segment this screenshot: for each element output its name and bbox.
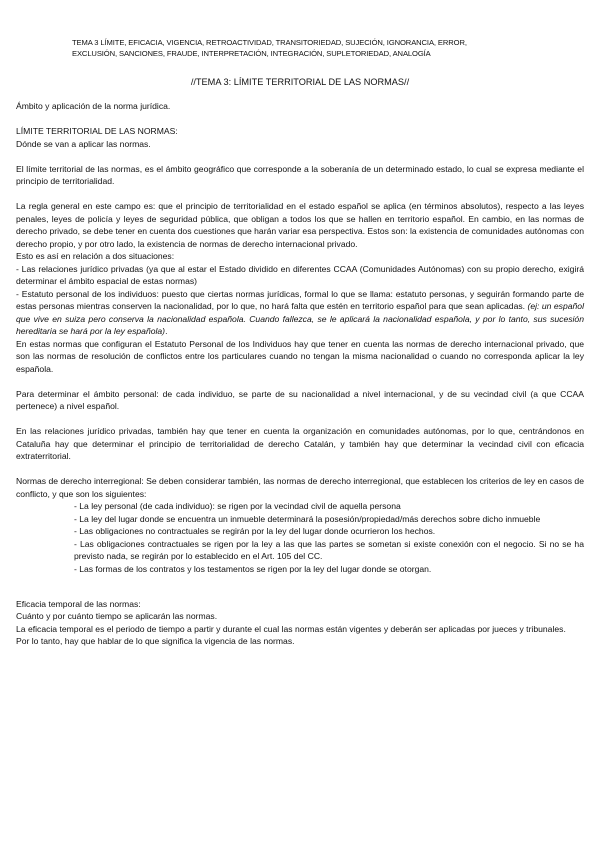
eficacia-paragraph: La eficacia temporal es el periodo de tiempo a partir y durante el cual las normas están vigentes y deberán ser aplicadas por jueces y tribunales. (16, 623, 566, 634)
document-body (16, 100, 584, 648)
vigencia-paragraph: Por lo tanto, hay que hablar de lo que significa la vigencia de las normas. (16, 636, 295, 646)
limite-subheading: Dónde se van a aplicar las normas. (16, 138, 151, 149)
eficacia-heading: Eficacia temporal de las normas: (16, 598, 141, 609)
topics-header (72, 37, 542, 59)
topics-line-1: TEMA 3 LÍMITE, EFICACIA, VIGENCIA, RETROACTIVIDAD, TRANSITORIEDAD, SUJECIÓN, IGNORANCIA, ERROR, (72, 38, 467, 47)
criteria-list (16, 500, 584, 575)
ambito-paragraph: Ámbito y aplicación de la norma jurídica. (16, 101, 171, 111)
regla-paragraph: La regla general en este campo es: que el principio de territorialidad en el estado español se aplica (en términos absolutos), respecto a las leyes penales, leyes de policía y leyes de seguridad pública, que obligan a todos los que se hallen en territorio español. En cambio, en las normas de derecho privado, se debe tener en cuenta dos cuestiones que harán variar esa perspectiva. Estos son: la existencia de comunidades autónomas con derecho propio, y por otro lado, la existencia de normas de derecho internacional privado. (16, 201, 584, 249)
topics-line-2: EXCLUSIÓN, SANCIONES, FRAUDE, INTERPRETACIÓN, INTEGRACIÓN, SUPLETORIEDAD, ANALOGÍA (72, 49, 431, 58)
list-item: - Las obligaciones contractuales se rigen por la ley a las que las partes se sometan si existe conexión con el negocio. Si no se ha previsto nada, se regirán por lo establecido en el Art. 105 del CC. (74, 538, 584, 561)
relaciones-paragraph: En las relaciones jurídico privadas, también hay que tener en cuenta la organización en comunidades autónomas, por lo que, centrándonos en Cataluña hay que determinar el principio de territorialidad de derecho Catalán, y también hay que determinar la vecindad civil con eficacia extraterritorial. (16, 426, 584, 461)
eficacia-subheading: Cuánto y por cuánto tiempo se aplicarán las normas. (16, 611, 218, 621)
personal-paragraph: Para determinar el ámbito personal: de cada individuo, se parte de su nacionalidad a nivel internacional, y de su vecindad civil (a que CCAA pertenece) a nivel español. (16, 388, 584, 411)
situacion-2-paragraph (16, 288, 584, 338)
situacion-2-end: . (165, 326, 168, 336)
limite-heading: LÍMITE TERRITORIAL DE LAS NORMAS: (16, 126, 178, 136)
limite-paragraph: El límite territorial de las normas, es el ámbito geográfico que corresponde a la soberanía de un determinado estado, lo cual se expresa mediante el principio de territorialidad. (16, 163, 584, 186)
list-item: - Las obligaciones no contractuales se regirán por la ley del lugar donde ocurrieron los hechos. (74, 526, 436, 536)
page-title: //TEMA 3: LÍMITE TERRITORIAL DE LAS NORMAS// (190, 77, 410, 87)
situacion-2-text: - Estatuto personal de los individuos: puesto que ciertas normas jurídicas, formal lo que se llama: estatuto personas, y seguirán formando parte de estas personas mientras conserven la nacionalidad, por lo que, no hará falta que estén en territorio español para que sean aplicadas. (16, 288, 584, 311)
list-item: - Las formas de los contratos y los testamentos se rigen por la ley del lugar donde se otorgan. (74, 563, 432, 574)
situacion-2-example: (ej: un español que vive en suiza pero conserva la nacionalidad española. Cuando fallezca, se le aplicará la nacionalidad española, y por lo tanto, sus sucesión hereditaria se hará por la ley española) (16, 301, 584, 336)
estatuto-paragraph: En estas normas que configuran el Estatuto Personal de los Individuos hay que tener en cuenta las normas de derecho internacional privado, que son las normas de resolución de conflictos entre los particulares cuando no tengan la misma nacionalidad o cuando no corresponda aplicar la ley española. (16, 338, 584, 374)
situaciones-paragraph: Esto es así en relación a dos situaciones: (16, 251, 175, 261)
situacion-1-paragraph: - Las relaciones jurídico privadas (ya que al estar el Estado dividido en diferentes CCAA (Comunidades Autónomas) con su propio derecho, exigirá determinar el ámbito espacial de estas normas) (16, 263, 584, 286)
interregional-paragraph: Normas de derecho interregional: Se deben considerar también, las normas de derecho interregional, que establecen los criterios de ley en casos de conflicto, y que son los siguientes: (16, 476, 584, 499)
list-item: - La ley personal (de cada individuo): se rigen por la vecindad civil de aquella persona (74, 501, 401, 511)
list-item: - La ley del lugar donde se encuentra un inmueble determinará la posesión/propiedad/más derechos sobre dicho inmueble (74, 513, 541, 524)
